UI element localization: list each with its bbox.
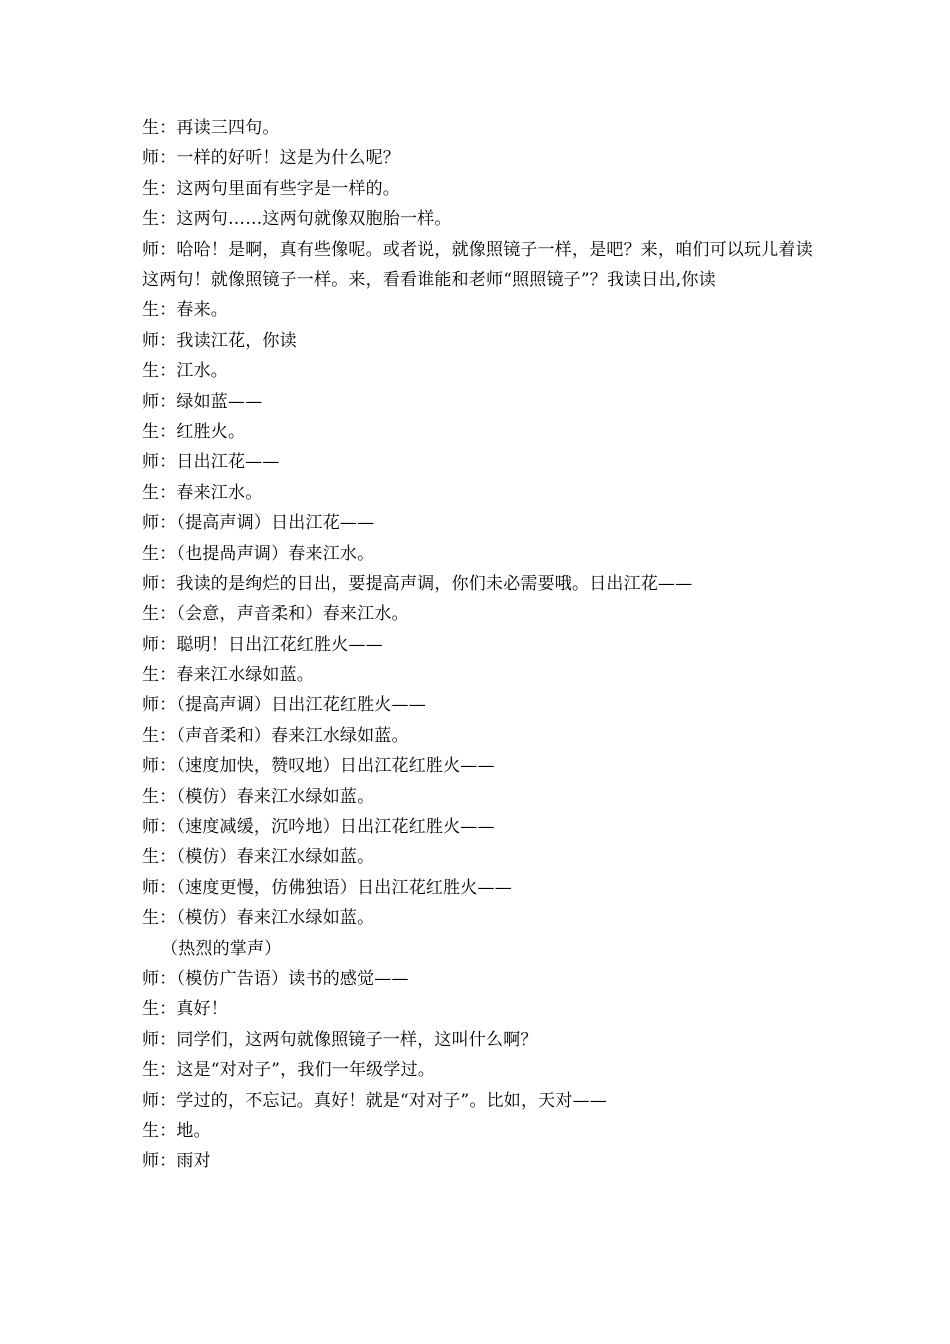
transcript-line: 生：这两句……这两句就像双胞胎一样。 [142,209,452,230]
transcript-line: 师：（速度减缓，沉吟地）日出江花红胜火—— [142,817,495,838]
transcript-line: 师：聪明！日出江花红胜火—— [142,634,383,655]
transcript-line: 师：（模仿广告语）读书的感觉—— [142,968,409,989]
transcript-line: 师：我读的是绚烂的日出，要提高声调，你们未必需要哦。日出江花—— [142,573,693,594]
transcript-line: 生：（声音柔和）春来江水绿如蓝。 [142,725,409,746]
transcript-line: 生：这两句里面有些字是一样的。 [142,178,400,199]
transcript-line: 师：我读江花，你读 [142,330,297,351]
transcript-line: 师：同学们，这两句就像照镜子一样，这叫什么啊？ [142,1029,538,1050]
transcript-line: 师：绿如蓝—— [142,391,263,412]
transcript-line: 生：（模仿）春来江水绿如蓝。 [142,786,375,807]
transcript-line: 师：（提高声调）日出江花—— [142,513,375,534]
transcript-line: 师：雨对 [142,1151,211,1172]
transcript-line: 师：日出江花—— [142,452,280,473]
transcript-line: 师：学过的，不忘记。真好！就是“对对子”。比如，天对—— [142,1090,607,1111]
stage-direction: （热烈的掌声） [161,938,282,959]
transcript-line: 生：（也提咼声调）春来江水。 [142,543,375,564]
transcript-line: 生：再读三四句。 [142,118,280,138]
transcript-line: 生：春来江水。 [142,482,263,503]
transcript-line: 师：一样的好听！这是为什么呢？ [142,148,400,169]
transcript-line: 生：真好！ [142,999,228,1020]
transcript-line: 生：（会意，声音柔和）春来江水。 [142,604,409,625]
transcript-line: 生：（模仿）春来江水绿如蓝。 [142,908,375,929]
transcript-line: 生：春来江水绿如蓝。 [142,665,314,686]
transcript-line: 师：（提高声调）日出江花红胜火—— [142,695,426,716]
transcript-line: 师：（速度加快，赞叹地）日出江花红胜火—— [142,756,495,777]
transcript-line: 生：红胜火。 [142,421,246,442]
transcript-line: 师：（速度更慢，仿佛独语）日出江花红胜火—— [142,877,512,898]
transcript-line: 生：春来。 [142,300,228,321]
transcript-line: 生：地。 [142,1120,211,1141]
transcript-line: 生：（模仿）春来江水绿如蓝。 [142,847,375,868]
transcript-paragraph: 师：哈哈！是啊，真有些像呢。或者说，就像照镜子一样，是吧？来，咱们可以玩儿着读这两句！就像照镜子一样。来，看看谁能和老师“照照镜子”？我读日出,你读 [142,239,813,290]
transcript-line: 生：江水。 [142,361,228,382]
transcript-line: 生：这是“对对子”，我们一年级学过。 [142,1060,435,1081]
transcript-body [142,113,822,1177]
